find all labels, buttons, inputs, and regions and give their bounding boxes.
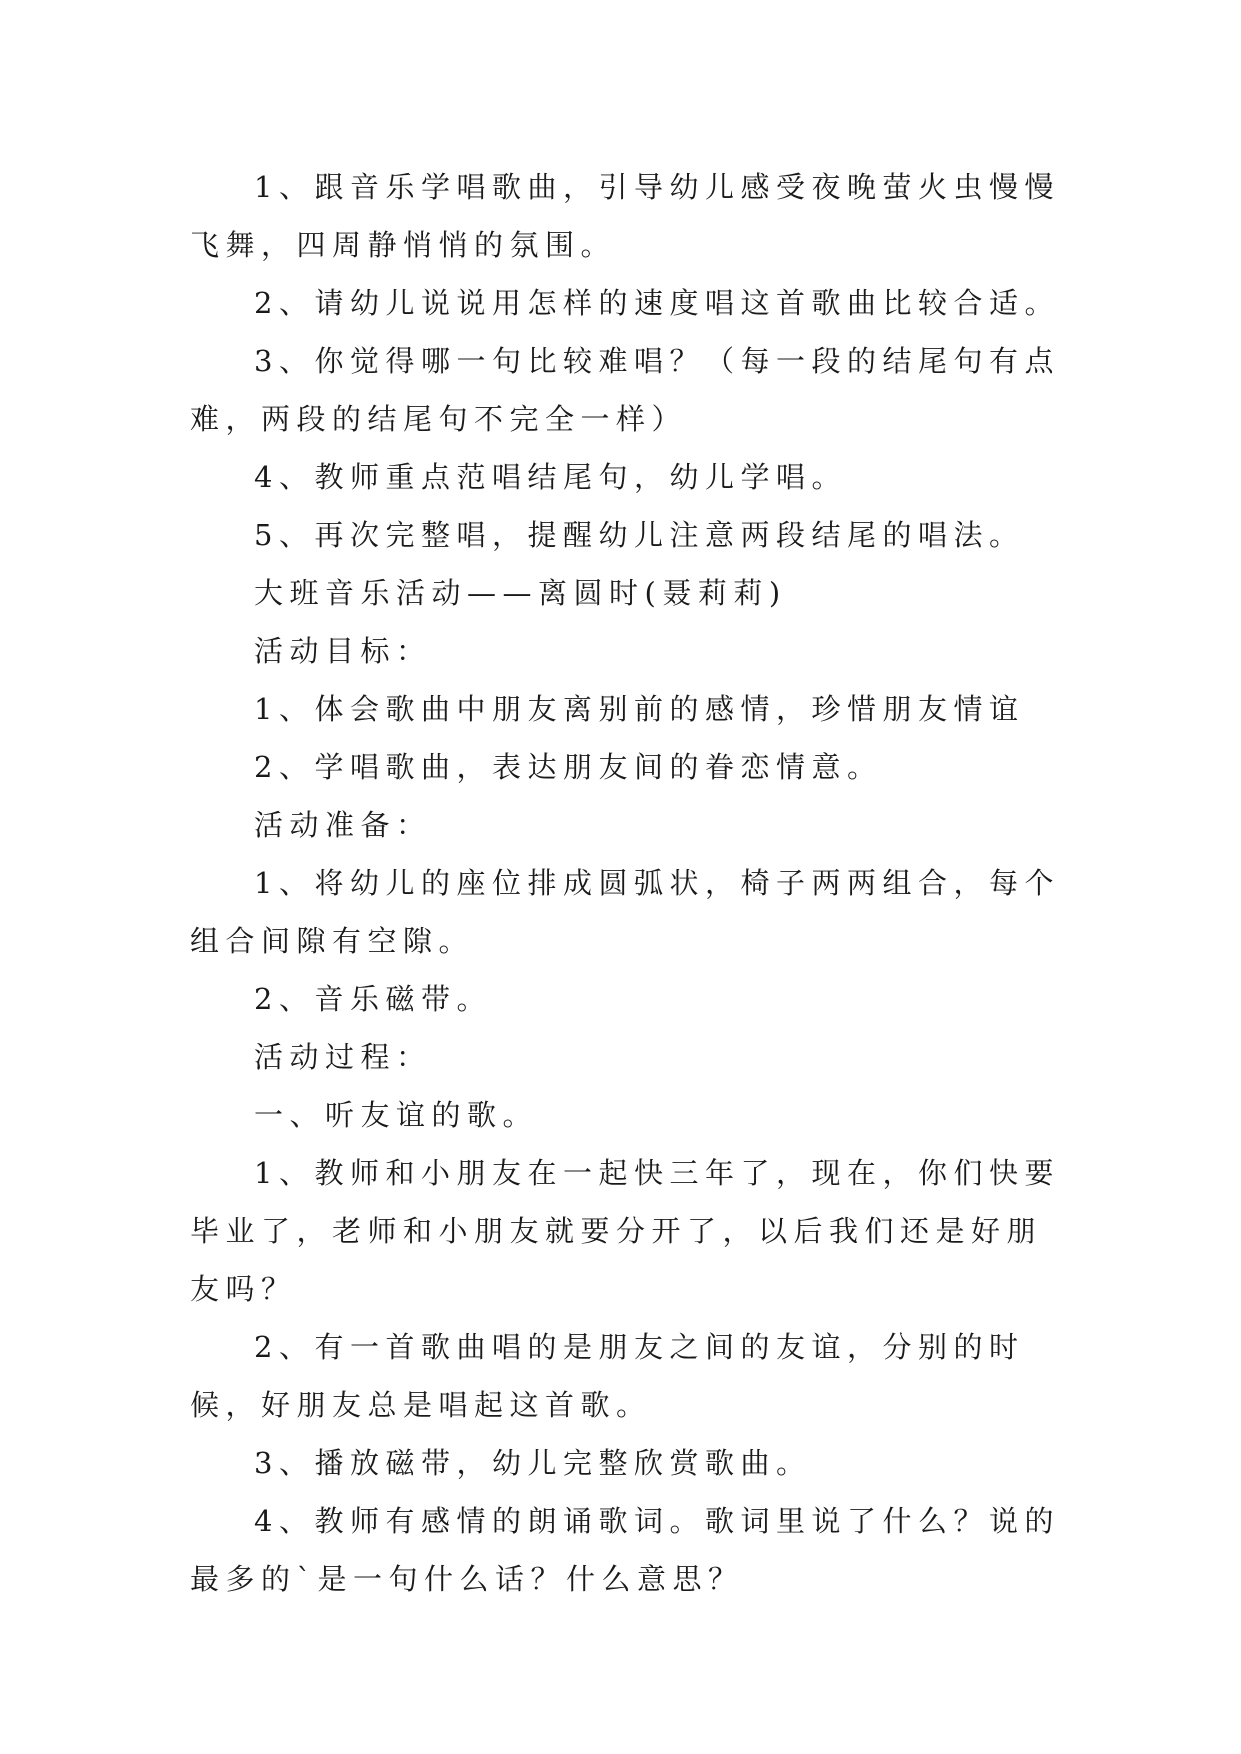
paragraph: 3、你觉得哪一句比较难唱？（每一段的结尾句有点难，两段的结尾句不完全一样） xyxy=(190,344,1060,436)
section-heading: 活动目标： xyxy=(254,634,432,668)
subsection-heading: 一、听友谊的歌。 xyxy=(254,1098,539,1132)
paragraph: 1、跟音乐学唱歌曲，引导幼儿感受夜晚萤火虫慢慢飞舞，四周静悄悄的氛围。 xyxy=(190,170,1060,262)
paragraph: 5、再次完整唱，提醒幼儿注意两段结尾的唱法。 xyxy=(254,518,1025,552)
paragraph: 4、教师重点范唱结尾句，幼儿学唱。 xyxy=(254,460,847,494)
paragraph: 2、学唱歌曲，表达朋友间的眷恋情意。 xyxy=(254,750,883,784)
paragraph: 1、教师和小朋友在一起快三年了，现在，你们快要毕业了，老师和小朋友就要分开了，以后我们还是好朋友吗？ xyxy=(190,1156,1060,1306)
paragraph: 2、有一首歌曲唱的是朋友之间的友谊，分别的时候，好朋友总是唱起这首歌。 xyxy=(190,1330,1025,1422)
paragraph: 1、体会歌曲中朋友离别前的感情，珍惜朋友情谊 xyxy=(254,692,1025,726)
paragraph: 4、教师有感情的朗诵歌词。歌词里说了什么？说的最多的`是一句什么话？什么意思？ xyxy=(190,1504,1060,1596)
paragraph: 3、播放磁带，幼儿完整欣赏歌曲。 xyxy=(254,1446,812,1480)
section-heading: 活动准备： xyxy=(254,808,432,842)
paragraph: 2、请幼儿说说用怎样的速度唱这首歌曲比较合适。 xyxy=(254,286,1060,320)
section-title: 大班音乐活动——离圆时(聂莉莉) xyxy=(254,576,787,610)
paragraph: 1、将幼儿的座位排成圆弧状，椅子两两组合，每个组合间隙有空隙。 xyxy=(190,866,1060,958)
paragraph: 2、音乐磁带。 xyxy=(254,982,492,1016)
document-body xyxy=(190,158,1060,1608)
section-heading: 活动过程： xyxy=(254,1040,432,1074)
